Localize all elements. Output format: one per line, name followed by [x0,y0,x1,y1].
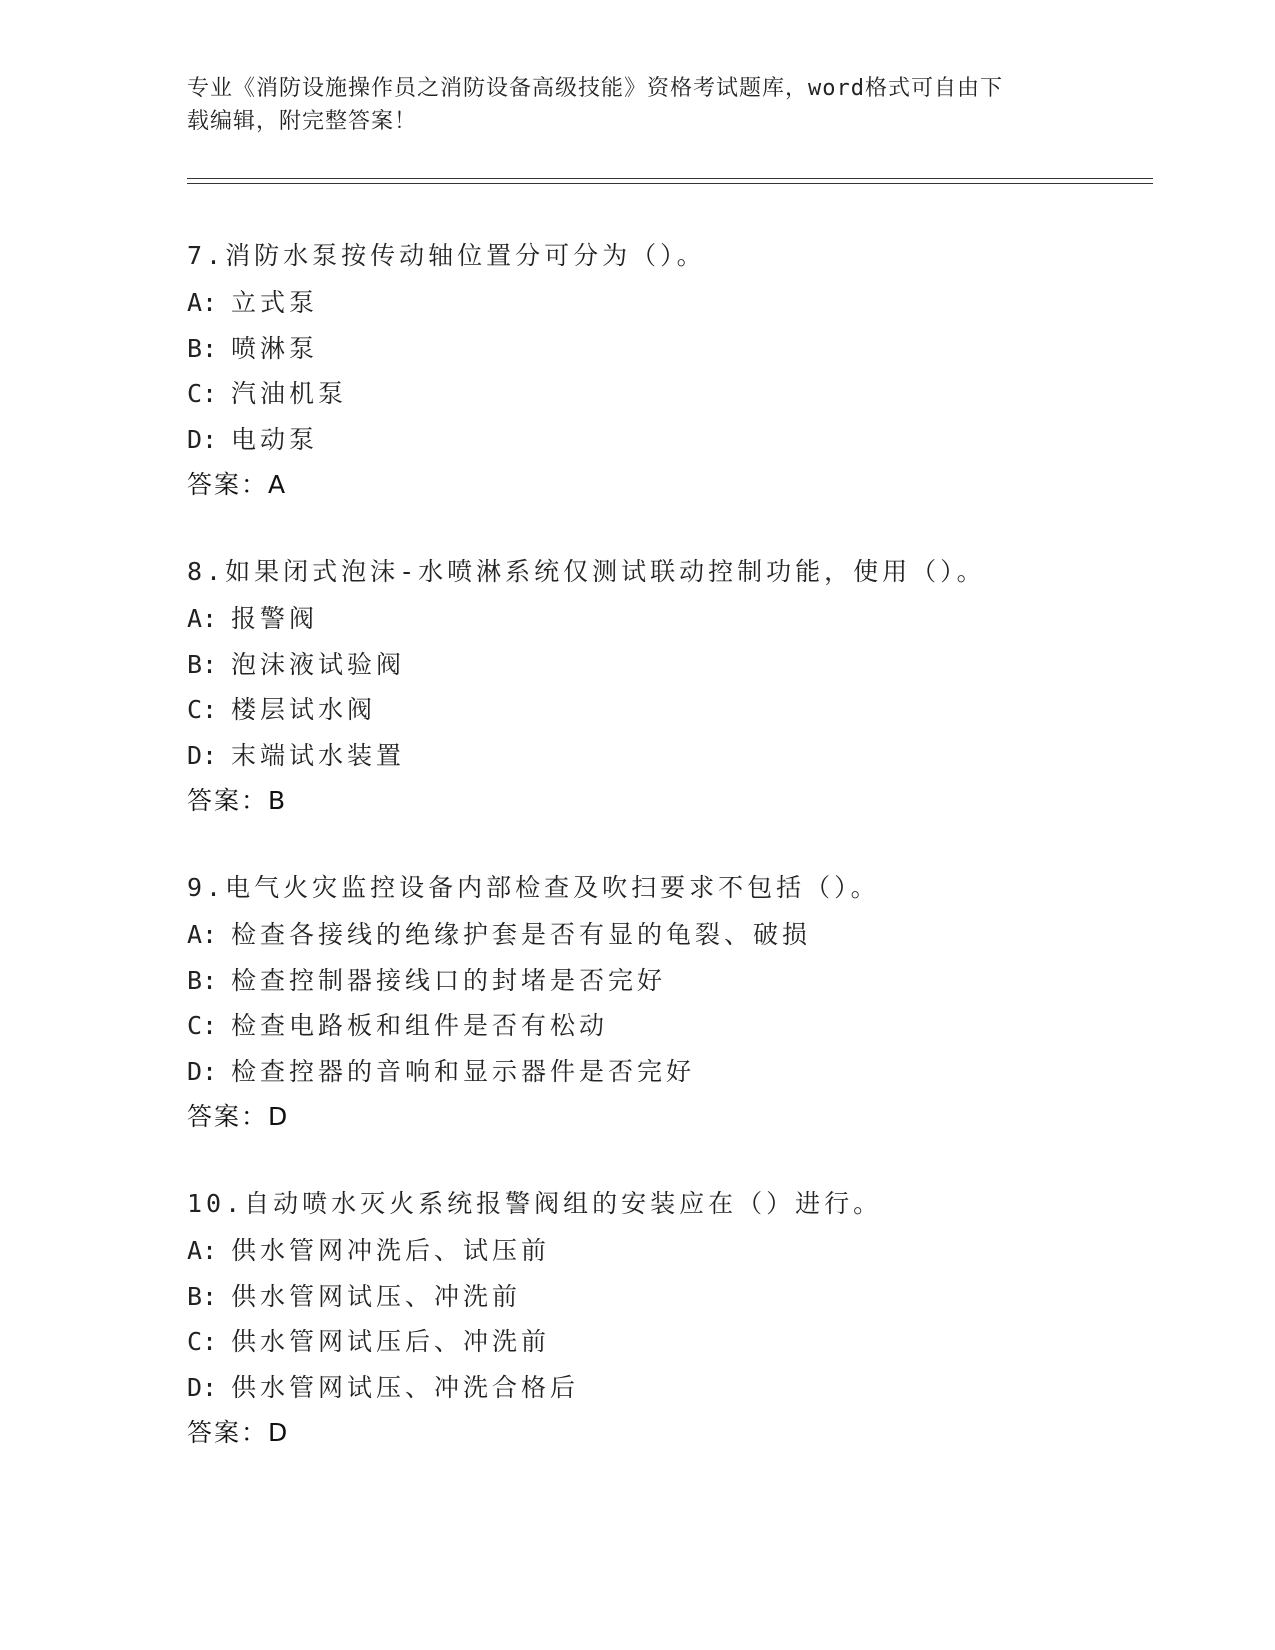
option-text: 检查各接线的绝缘护套是否有显的龟裂、破损 [231,920,812,949]
option-text: 供水管网冲洗后、试压前 [231,1236,551,1265]
option-text: 立式泵 [231,288,319,317]
option-letter: B: [187,1281,218,1311]
option-letter: C: [187,1327,218,1356]
option-letter: C: [187,695,218,724]
option-row [187,596,1147,642]
header-line-2: 载编辑，附完整答案！ [187,109,418,134]
option-letter: B: [187,965,218,995]
option-row [187,687,1147,733]
question-block [187,864,1147,1140]
question-title: 10.自动喷水灭火系统报警阀组的安装应在（）进行。 [187,1189,883,1218]
header-divider-top [187,178,1153,179]
option-letter: A: [187,288,218,317]
header-divider-bottom [187,183,1153,184]
option-letter: D: [187,740,218,770]
option-letter: C: [187,1011,218,1040]
option-row [187,1319,1147,1365]
option-text: 末端试水装置 [231,740,406,770]
option-text: 楼层试水阀 [231,695,377,724]
option-letter: D: [187,1372,218,1402]
question-block [187,232,1147,508]
option-text: 供水管网试压后、冲洗前 [231,1327,551,1356]
option-letter: A: [187,604,218,633]
option-text: 喷淋泵 [231,333,319,363]
option-letter: D: [187,424,218,454]
option-text: 电动泵 [231,424,319,454]
option-row [187,642,1147,688]
option-row [187,733,1147,779]
answer-line: 答案：D [187,1418,290,1447]
option-row [187,280,1147,326]
option-letter: A: [187,920,218,949]
answer-line: 答案：A [187,470,288,499]
option-letter: C: [187,379,218,408]
option-text: 检查控器的音响和显示器件是否完好 [231,1056,696,1086]
question-title: 7.消防水泵按传动轴位置分可分为（）。 [187,241,706,270]
answer-line: 答案：D [187,1102,290,1131]
option-row [187,912,1147,958]
header-line-1: 专业《消防设施操作员之消防设备高级技能》资格考试题库，word格式可自由下 [187,76,1003,101]
option-text: 供水管网试压、冲洗前 [231,1281,522,1311]
option-letter: B: [187,649,218,679]
option-text: 供水管网试压、冲洗合格后 [231,1372,580,1402]
option-row [187,1228,1147,1274]
question-block [187,548,1147,824]
answer-line: 答案：B [187,786,288,815]
option-text: 报警阀 [231,604,319,633]
question-title: 9.电气火灾监控设备内部检查及吹扫要求不包括（）。 [187,873,880,902]
option-text: 泡沫液试验阀 [231,649,406,679]
question-block [187,1180,1147,1456]
option-row [187,371,1147,417]
option-row [187,1365,1147,1411]
option-letter: B: [187,333,218,363]
option-letter: A: [187,1236,218,1265]
document-header [187,72,1087,138]
option-text: 检查控制器接线口的封堵是否完好 [231,965,667,995]
option-row [187,1274,1147,1320]
option-row [187,1003,1147,1049]
option-text: 检查电路板和组件是否有松动 [231,1011,609,1040]
option-row [187,326,1147,372]
option-text: 汽油机泵 [231,379,348,408]
option-row [187,958,1147,1004]
option-row [187,1049,1147,1095]
option-row [187,417,1147,463]
question-title: 8.如果闭式泡沫-水喷淋系统仅测试联动控制功能，使用（）。 [187,557,986,586]
option-letter: D: [187,1056,218,1086]
